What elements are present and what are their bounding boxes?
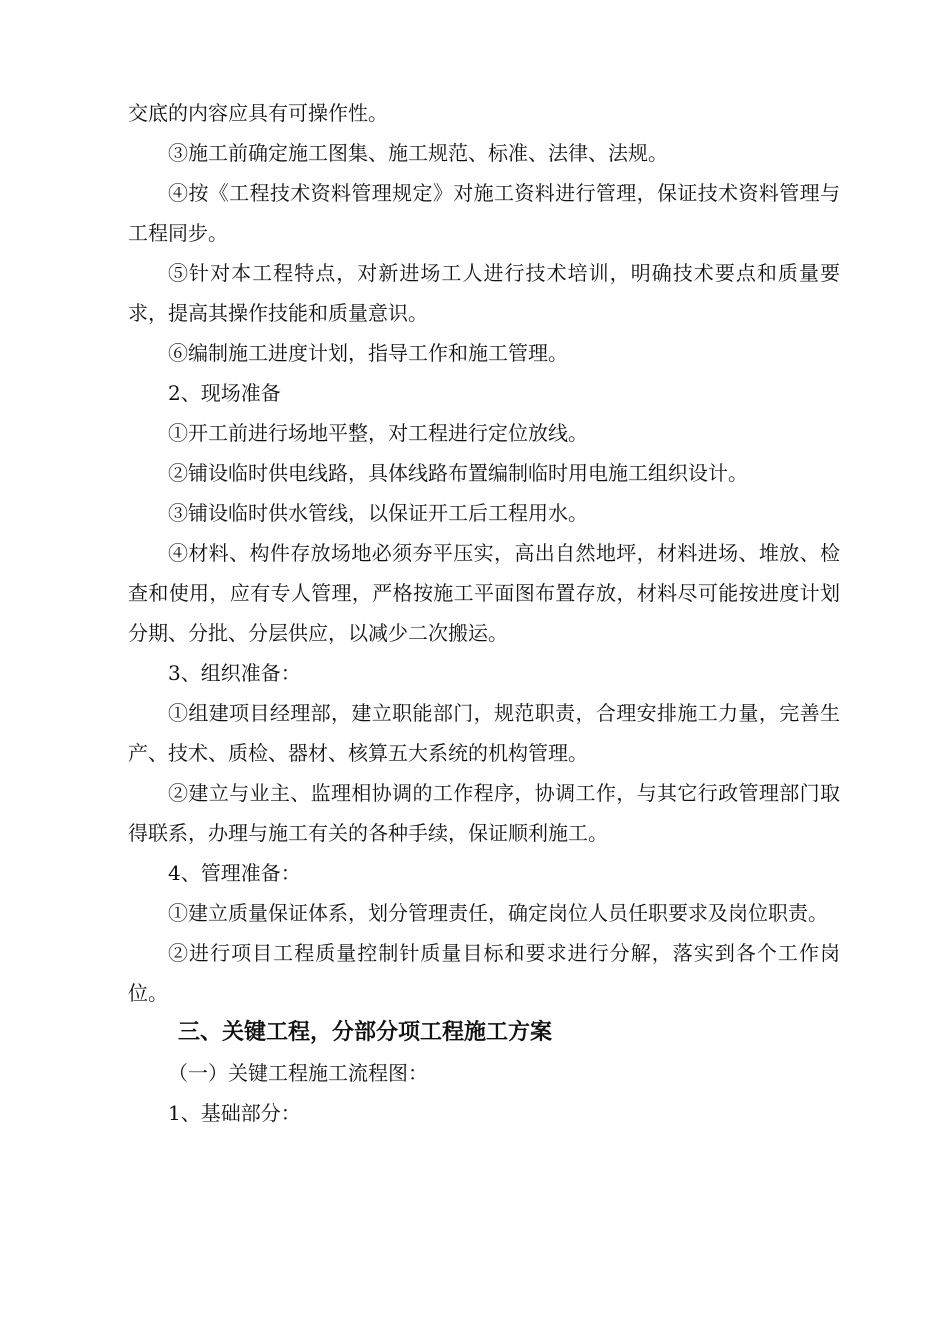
paragraph: ②铺设临时供电线路，具体线路布置编制临时用电施工组织设计。 xyxy=(168,461,748,485)
paragraph: ①开工前进行场地平整，对工程进行定位放线。 xyxy=(168,421,588,445)
paragraph: ②进行项目工程质量控制针质量目标和要求进行分解，落实到各个工作岗位。 xyxy=(128,941,840,1005)
paragraph: 交底的内容应具有可操作性。 xyxy=(128,101,388,125)
subsection-heading: 4、管理准备： xyxy=(168,861,301,885)
paragraph: ⑤针对本工程特点，对新进场工人进行技术培训，明确技术要点和质量要求，提高其操作技能和质量意识。 xyxy=(128,261,840,325)
paragraph: ④按《工程技术资料管理规定》对施工资料进行管理，保证技术资料管理与工程同步。 xyxy=(128,181,840,245)
subsection-heading: 2、现场准备 xyxy=(168,381,281,405)
list-item: 1、基础部分： xyxy=(168,1101,301,1125)
section-heading: 三、关键工程，分部分项工程施工方案 xyxy=(178,1020,553,1045)
paragraph: ①建立质量保证体系，划分管理责任，确定岗位人员任职要求及岗位职责。 xyxy=(168,901,828,925)
paragraph: ④材料、构件存放场地必须夯平压实，高出自然地坪，材料进场、堆放、检查和使用，应有专人管理，严格按施工平面图布置存放，材料尽可能按进度计划分期、分批、分层供应，以减少二次搬运。 xyxy=(128,541,840,645)
paragraph: ①组建项目经理部，建立职能部门，规范职责，合理安排施工力量，完善生产、技术、质检、器材、核算五大系统的机构管理。 xyxy=(128,701,840,765)
paragraph: ⑥编制施工进度计划，指导工作和施工管理。 xyxy=(168,341,568,365)
paragraph: ②建立与业主、监理相协调的工作程序，协调工作，与其它行政管理部门取得联系，办理与施工有关的各种手续，保证顺利施工。 xyxy=(128,781,840,845)
subsection-heading: 3、组织准备： xyxy=(168,661,301,685)
subsection-title: （一）关键工程施工流程图： xyxy=(168,1061,428,1085)
paragraph: ③施工前确定施工图集、施工规范、标准、法律、法规。 xyxy=(168,141,668,165)
paragraph: ③铺设临时供水管线，以保证开工后工程用水。 xyxy=(168,501,588,525)
document-body xyxy=(128,93,840,1133)
